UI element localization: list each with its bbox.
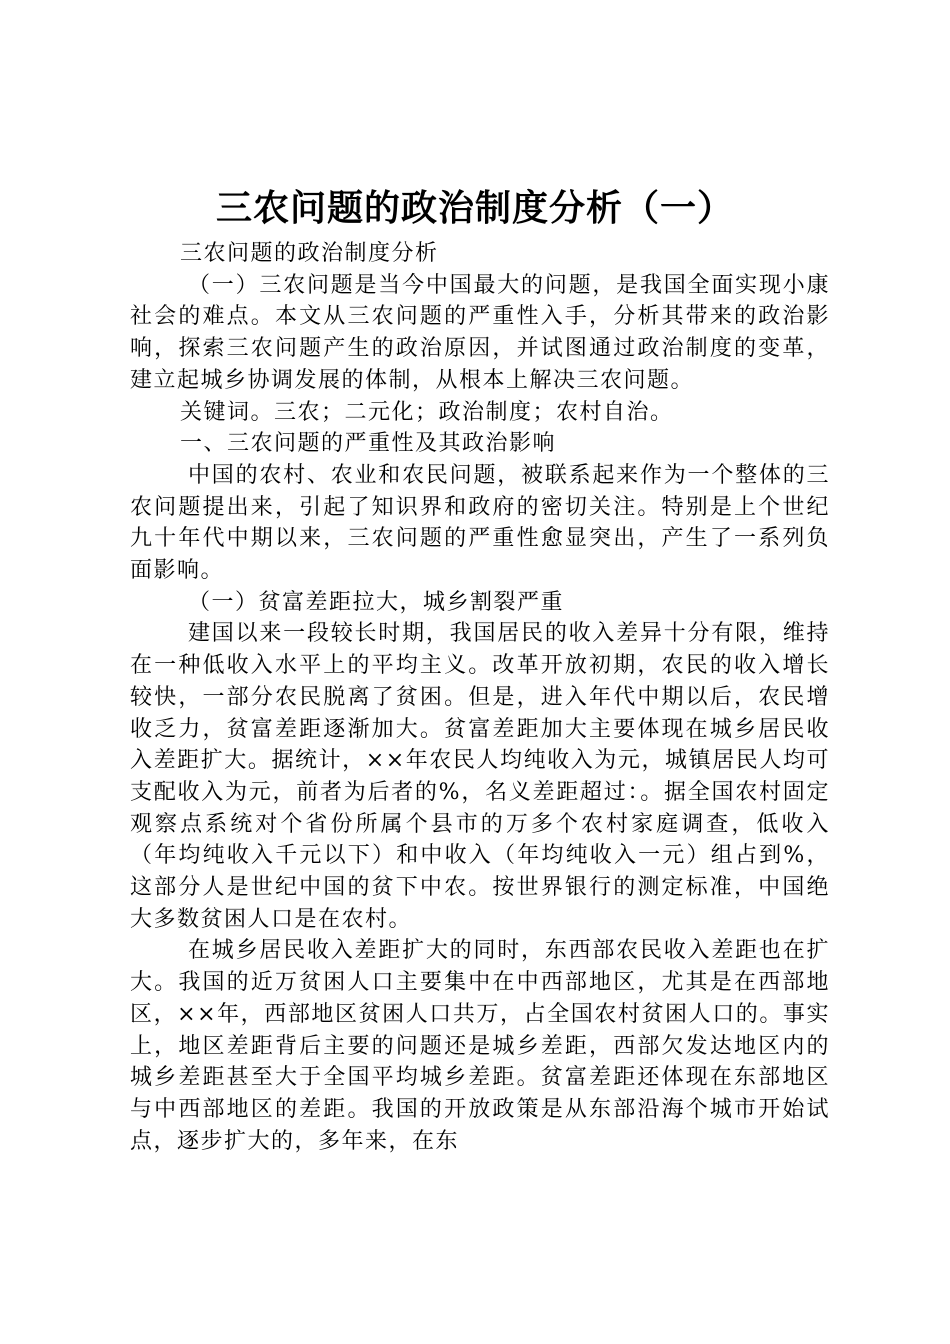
subtitle-paragraph: 三农问题的政治制度分析 [180, 241, 439, 266]
document-title: 三农问题的政治制度分析（一） [215, 187, 734, 229]
document-body [130, 238, 830, 1157]
section-heading: 一、三农问题的严重性及其政治影响 [180, 431, 557, 457]
abstract-paragraph: （一）三农问题是当今中国最大的问题，是我国全面实现小康社会的难点。本文从三农问题的严重性入手，分析其带来的政治影响，探索三农问题产生的政治原因，并试图通过政治制度的变革，建立起城乡协调发展的体制，从根本上解决三农问题。 [130, 272, 830, 393]
body-paragraph: 建国以来一段较长时期，我国居民的收入差异十分有限，维持在一种低收入水平上的平均主义。改革开放初期，农民的收入增长较快，一部分农民脱离了贫困。但是，进入年代中期以后，农民增收乏力，贫富差距逐渐加大。贫富差距加大主要体现在城乡居民收入差距扩大。据统计，××年农民人均纯收入为元，城镇居民人均可支配收入为元，前者为后者的%，名义差距超过：。据全国农村固定观察点系统对个省份所属个县市的万多个农村家庭调查，低收入（年均纯收入千元以下）和中收入（年均纯收入一元）组占到%，这部分人是世纪中国的贫下中农。按世界银行的测定标准，中国绝大多数贫困人口是在农村。 [130, 621, 830, 932]
body-paragraph: 在城乡居民收入差距扩大的同时，东西部农民收入差距也在扩大。我国的近万贫困人口主要集中在中西部地区，尤其是在西部地区，××年，西部地区贫困人口共万，占全国农村贫困人口的。事实上，地区差距背后主要的问题还是城乡差距，西部欠发达地区内的城乡差距甚至大于全国平均城乡差距。贫富差距还体现在东部地区与中西部地区的差距。我国的开放政策是从东部沿海个城市开始试点，逐步扩大的，多年来，在东 [130, 938, 830, 1154]
subsection-heading: （一）贫富差距拉大，城乡割裂严重 [188, 589, 565, 615]
body-paragraph: 中国的农村、农业和农民问题，被联系起来作为一个整体的三农问题提出来，引起了知识界和政府的密切关注。特别是上个世纪九十年代中期以来，三农问题的严重性愈显突出，产生了一系列负面影响。 [130, 462, 830, 584]
keywords-paragraph: 关键词。三农；二元化；政治制度；农村自治。 [180, 399, 674, 425]
